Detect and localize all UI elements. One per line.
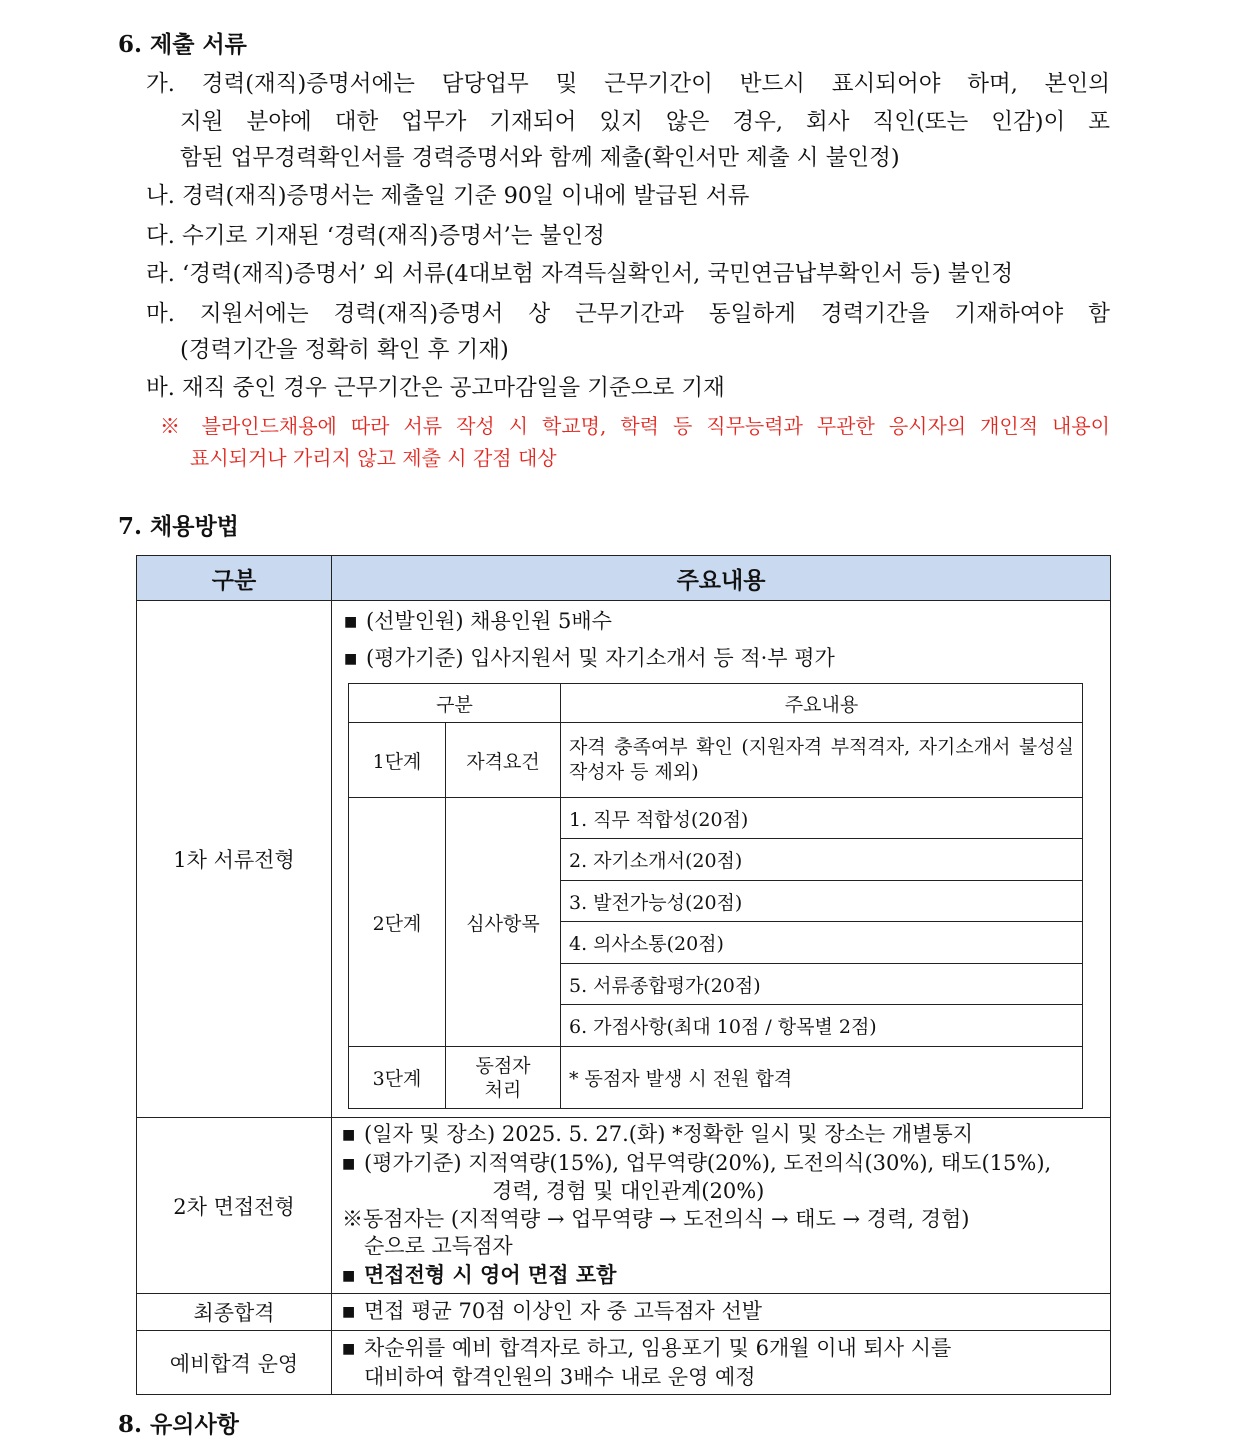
stage1-inner-table <box>348 683 1083 1109</box>
stage1-bullet-2: ■ (평가기준) 입사지원서 및 자기소개서 등 적·부 평가 <box>344 646 835 670</box>
inner-header-content: 주요내용 <box>561 684 1083 723</box>
section-8-heading: 8. 유의사항 <box>118 1411 239 1438</box>
stage2-bullet-2: ■ (평가기준) 지적역량(15%), 업무역량(20%), 도전의식(30%), 태도(15%), <box>342 1150 1052 1175</box>
final-content: ■ 면접 평균 70점 이상인 자 중 고득점자 선발 <box>332 1294 1111 1331</box>
step2-item-6: 6. 가점사항(최대 10점 / 항목별 2점) <box>561 1005 1083 1047</box>
reserve-line-1: ■ 차순위를 예비 합격자로 하고, 임용포기 및 6개월 이내 퇴사 시를 <box>342 1336 952 1360</box>
inner-header-category: 구분 <box>349 684 561 723</box>
item-ba: 바. 재직 중인 경우 근무기간은 공고마감일을 기준으로 기재 <box>146 375 725 401</box>
stage1-bullet-1: ■ (선발인원) 채용인원 5배수 <box>344 609 612 633</box>
stage2-bullet-2-cont: 경력, 경험 및 대인관계(20%) <box>492 1179 765 1203</box>
reserve-content <box>332 1331 1111 1395</box>
section-7-heading: 7. 채용방법 <box>118 513 239 540</box>
header-category: 구분 <box>137 556 332 601</box>
stage1-label: 1차 서류전형 <box>137 601 332 1118</box>
section-6-heading: 6. 제출 서류 <box>118 31 247 58</box>
item-da: 다. 수기로 기재된 ‘경력(재직)증명서’는 불인정 <box>146 223 605 249</box>
item-ma-line2: (경력기간을 정확히 확인 후 기재) <box>180 337 509 363</box>
item-ma-line1: 마. 지원서에는 경력(재직)증명서 상 근무기간과 동일하게 경력기간을 기재하여야 함 <box>146 301 1110 327</box>
item-ga-line2: 지원 분야에 대한 업무가 기재되어 있지 않은 경우, 회사 직인(또는 인감)이 포 <box>180 109 1110 135</box>
stage2-tie-note: ※동점자는 (지적역량 → 업무역량 → 도전의식 → 태도 → 경력, 경험) <box>342 1206 970 1231</box>
step1-content: 자격 충족여부 확인 (지원자격 부적격자, 자기소개서 불성실 작성자 등 제외) <box>561 723 1083 798</box>
header-content: 주요내용 <box>332 556 1111 601</box>
step3-content: * 동점자 발생 시 전원 합격 <box>561 1047 1083 1109</box>
step2-name: 심사항목 <box>446 798 561 1047</box>
blind-note-line1: ※ 블라인드채용에 따라 서류 작성 시 학교명, 학력 등 직무능력과 무관한 응시자의 개인적 내용이 <box>160 414 1110 438</box>
step2-item-1: 1. 직무 적합성(20점) <box>561 798 1083 839</box>
reserve-label: 예비합격 운영 <box>137 1331 332 1395</box>
step3-label: 3단계 <box>349 1047 446 1109</box>
step2-item-4: 4. 의사소통(20점) <box>561 922 1083 964</box>
stage2-tie-note-cont: 순으로 고득점자 <box>364 1234 513 1258</box>
item-na: 나. 경력(재직)증명서는 제출일 기준 90일 이내에 발급된 서류 <box>146 183 750 209</box>
item-ra: 라. ‘경력(재직)증명서’ 외 서류(4대보험 자격득실확인서, 국민연금납부확인서 등) 불인정 <box>146 261 1014 287</box>
step3-name: 동점자 처리 <box>446 1047 561 1109</box>
step2-item-5: 5. 서류종합평가(20점) <box>561 964 1083 1005</box>
step2-item-3: 3. 발전가능성(20점) <box>561 881 1083 922</box>
stage2-label: 2차 면접전형 <box>137 1118 332 1294</box>
step1-label: 1단계 <box>349 723 446 798</box>
stage2-bullet-1: ■ (일자 및 장소) 2025. 5. 27.(화) *정확한 일시 및 장소는 개별통지 <box>342 1122 974 1146</box>
blind-note-line2: 표시되거나 가리지 않고 제출 시 감점 대상 <box>190 446 557 470</box>
step2-item-2: 2. 자기소개서(20점) <box>561 839 1083 881</box>
item-ga-line1: 가. 경력(재직)증명서에는 담당업무 및 근무기간이 반드시 표시되어야 하며, 본인의 <box>146 71 1110 97</box>
reserve-line-2: 대비하여 합격인원의 3배수 내로 운영 예정 <box>364 1365 756 1389</box>
stage2-content <box>332 1118 1111 1294</box>
stage2-bullet-english: ■ 면접전형 시 영어 면접 포함 <box>342 1261 617 1287</box>
item-ga-line3: 함된 업무경력확인서를 경력증명서와 함께 제출(확인서만 제출 시 불인정) <box>180 145 900 171</box>
step2-label: 2단계 <box>349 798 446 1047</box>
final-label: 최종합격 <box>137 1294 332 1331</box>
step1-name: 자격요건 <box>446 723 561 798</box>
